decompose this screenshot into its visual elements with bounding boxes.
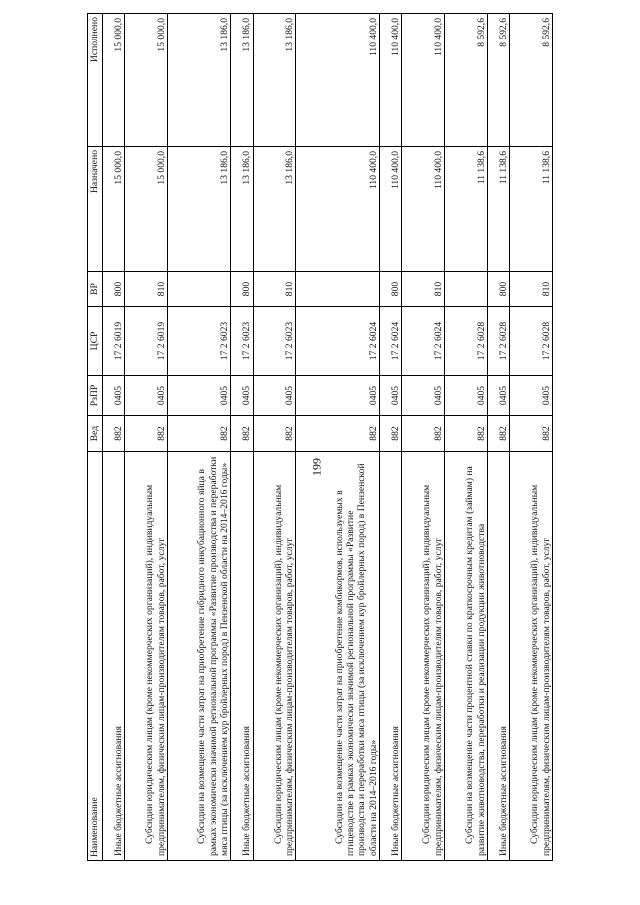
cell-vr: 800 [231, 272, 253, 307]
cell-csr: 17 2 6019 [125, 307, 168, 376]
cell-name: Иные бюджетные ассигнования [103, 452, 125, 861]
table-row [103, 14, 125, 861]
cell-planned: 11 138,6 [487, 147, 509, 272]
cell-rzpr: 0405 [168, 376, 231, 416]
header-name: Наименование [88, 452, 103, 861]
cell-vr: 800 [487, 272, 509, 307]
cell-csr: 17 2 6028 [445, 307, 488, 376]
cell-name: Иные бюджетные ассигнования [380, 452, 402, 861]
cell-vr: 810 [253, 272, 296, 307]
cell-planned: 11 138,6 [510, 147, 553, 272]
header-rzpr: РзПР [88, 376, 103, 416]
table-row [168, 14, 231, 861]
cell-planned: 15 000,0 [103, 147, 125, 272]
cell-csr: 17 2 6028 [510, 307, 553, 376]
cell-ved: 882 [168, 416, 231, 452]
cell-planned: 13 186,0 [231, 147, 253, 272]
cell-rzpr: 0405 [380, 376, 402, 416]
cell-vr: 810 [510, 272, 553, 307]
cell-executed: 13 186,0 [231, 14, 253, 147]
cell-ved: 882 [125, 416, 168, 452]
table-row [296, 14, 380, 861]
cell-ved: 882 [402, 416, 445, 452]
cell-rzpr: 0405 [253, 376, 296, 416]
cell-ved: 882 [296, 416, 380, 452]
cell-ved: 882 [380, 416, 402, 452]
cell-rzpr: 0405 [103, 376, 125, 416]
cell-executed: 15 000,0 [125, 14, 168, 147]
cell-executed: 13 186,0 [253, 14, 296, 147]
cell-vr: 800 [380, 272, 402, 307]
table-row [510, 14, 553, 861]
cell-csr: 17 2 6024 [402, 307, 445, 376]
table-row [445, 14, 488, 861]
cell-csr: 17 2 6023 [231, 307, 253, 376]
cell-rzpr: 0405 [296, 376, 380, 416]
cell-csr: 17 2 6028 [487, 307, 509, 376]
cell-vr [445, 272, 488, 307]
cell-vr [296, 272, 380, 307]
cell-executed: 110 400,0 [296, 14, 380, 147]
cell-rzpr: 0405 [402, 376, 445, 416]
cell-rzpr: 0405 [125, 376, 168, 416]
cell-executed: 15 000,0 [103, 14, 125, 147]
cell-planned: 110 400,0 [402, 147, 445, 272]
cell-ved: 882 [510, 416, 553, 452]
cell-ved: 882 [231, 416, 253, 452]
table-row [253, 14, 296, 861]
cell-csr: 17 2 6019 [103, 307, 125, 376]
cell-planned: 13 186,0 [168, 147, 231, 272]
cell-rzpr: 0405 [445, 376, 488, 416]
cell-name: Субсидии на возмещение части затрат на приобретение комбикормов, используемых в птицеводстве в рамках экономически значимой региональной программы «Развитие производства и переработки мяса птицы (за исключением кур бройлерных пород) в Пензенской области на 2014–2016 годы» [296, 452, 380, 861]
table-header-row [88, 14, 103, 861]
cell-planned: 110 400,0 [380, 147, 402, 272]
cell-name: Субсидии на возмещение части затрат на приобретение гибридного инкубационного яйца в рамках экономически значимой региональной программы «Развитие производства и переработки мяса птицы (за исключением кур бройлерных пород) в Пензенской области на 2014–2016 годы» [168, 452, 231, 861]
cell-name: Субсидии на возмещение части процентной ставки по краткосрочным кредитам (займам) на развитие животноводства, переработки и реализации продукции животноводства [445, 452, 488, 861]
cell-planned: 11 138,6 [445, 147, 488, 272]
cell-name: Иные бюджетные ассигнования [231, 452, 253, 861]
header-vr: ВР [88, 272, 103, 307]
budget-table [87, 13, 553, 861]
page-number: 199 [309, 458, 324, 476]
cell-name: Субсидии юридическим лицам (кроме некоммерческих организаций), индивидуальным предпринимателям, физическим лицам-производителям товаров, работ, услуг [402, 452, 445, 861]
table-row [231, 14, 253, 861]
cell-name: Субсидии юридическим лицам (кроме некоммерческих организаций), индивидуальным предпринимателям, физическим лицам-производителям товаров, работ, услуг [510, 452, 553, 861]
cell-executed: 110 400,0 [402, 14, 445, 147]
table-row [402, 14, 445, 861]
table-body [103, 14, 553, 861]
cell-executed: 8 592,6 [510, 14, 553, 147]
rotated-table-container [87, 17, 553, 861]
cell-ved: 882 [103, 416, 125, 452]
table-row [380, 14, 402, 861]
cell-name: Иные бюджетные ассигнования [487, 452, 509, 861]
cell-csr: 17 2 6024 [380, 307, 402, 376]
cell-name: Субсидии юридическим лицам (кроме некоммерческих организаций), индивидуальным предпринимателям, физическим лицам-производителям товаров, работ, услуг [125, 452, 168, 861]
cell-executed: 110 400,0 [380, 14, 402, 147]
cell-ved: 882 [445, 416, 488, 452]
cell-csr: 17 2 6024 [296, 307, 380, 376]
cell-executed: 13 186,0 [168, 14, 231, 147]
table-row [125, 14, 168, 861]
header-csr: ЦСР [88, 307, 103, 376]
cell-csr: 17 2 6023 [253, 307, 296, 376]
cell-planned: 13 186,0 [253, 147, 296, 272]
cell-ved: 882 [253, 416, 296, 452]
cell-rzpr: 0405 [231, 376, 253, 416]
header-planned: Назначено [88, 147, 103, 272]
cell-executed: 8 592,6 [445, 14, 488, 147]
header-executed: Исполнено [88, 14, 103, 147]
cell-vr: 800 [103, 272, 125, 307]
table-row [487, 14, 509, 861]
cell-rzpr: 0405 [487, 376, 509, 416]
cell-executed: 8 592,6 [487, 14, 509, 147]
cell-vr [168, 272, 231, 307]
header-ved: Вед [88, 416, 103, 452]
cell-vr: 810 [402, 272, 445, 307]
cell-rzpr: 0405 [510, 376, 553, 416]
cell-name: Субсидии юридическим лицам (кроме некоммерческих организаций), индивидуальным предпринимателям, физическим лицам-производителям товаров, работ, услуг [253, 452, 296, 861]
cell-planned: 110 400,0 [296, 147, 380, 272]
cell-ved: 882 [487, 416, 509, 452]
cell-planned: 15 000,0 [125, 147, 168, 272]
cell-csr: 17 2 6023 [168, 307, 231, 376]
cell-vr: 810 [125, 272, 168, 307]
